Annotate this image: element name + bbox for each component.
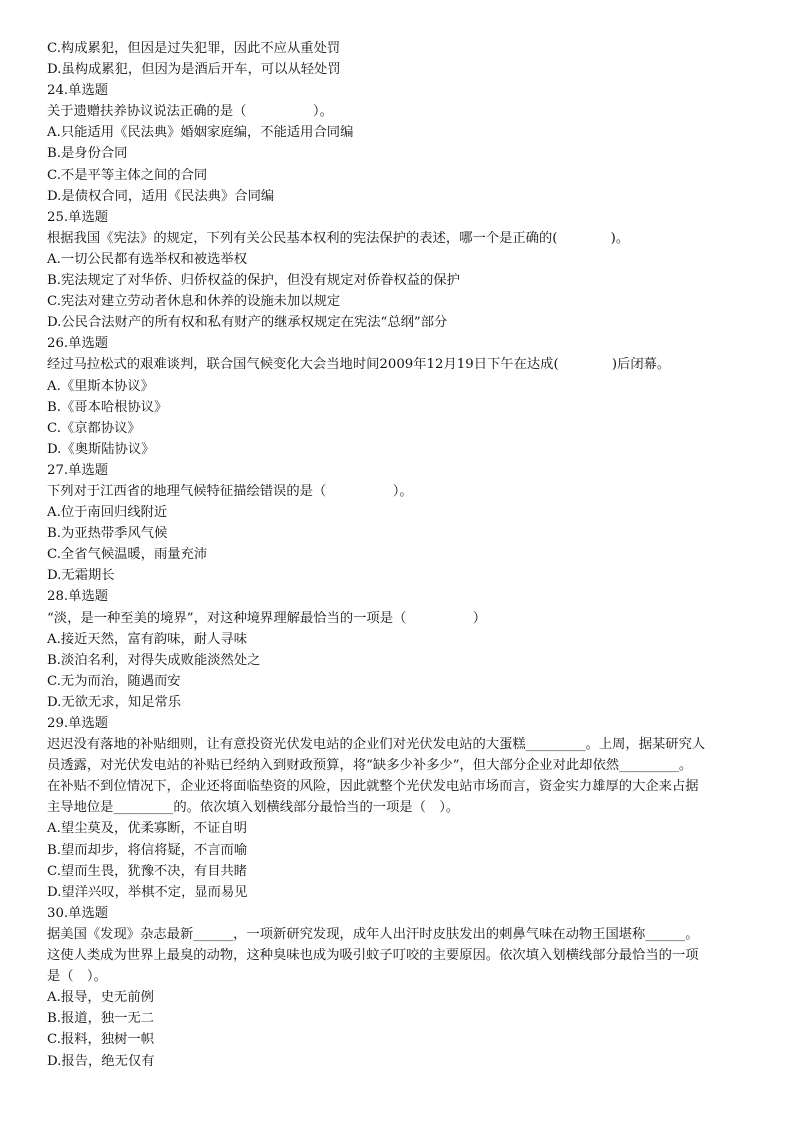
answer-option: B.淡泊名利，对得失成败能淡然处之 — [47, 652, 261, 668]
question-content — [47, 38, 757, 1072]
answer-option: D.是债权合同，适用《民法典》合同编 — [47, 188, 275, 204]
answer-option: B.是身份合同 — [47, 146, 128, 162]
answer-option: A.只能适用《民法典》婚姻家庭编，不能适用合同编 — [47, 125, 354, 141]
text-line: 主导地位是_________的。依次填入划横线部分最恰当的一项是（ ）。 — [47, 800, 460, 816]
text-line: 经过马拉松式的艰难谈判，联合国气候变化大会当地时间2009年12月19日下午在达成( )后闭幕。 — [47, 357, 671, 373]
text-line: 在补贴不到位情况下，企业还将面临垫资的风险，因此就整个光伏发电站市场而言，资金实力雄厚的大企来占据 — [47, 779, 699, 795]
answer-option: B.望而却步，将信将疑，不言而喻 — [47, 842, 248, 858]
answer-option: C.《京都协议》 — [47, 420, 141, 436]
answer-option: D.虽构成累犯，但因为是酒后开车，可以从轻处罚 — [47, 62, 341, 78]
text-line: 根据我国《宪法》的规定，下列有关公民基本权利的宪法保护的表述，哪一个是正确的( )。 — [47, 230, 630, 246]
text-line: 关于遗赠扶养协议说法正确的是（ ）。 — [47, 104, 333, 120]
question-type-label: 28.单选题 — [47, 589, 109, 605]
answer-option: C.宪法对建立劳动者休息和休养的设施未加以规定 — [47, 294, 341, 310]
question-type-label: 27.单选题 — [47, 462, 109, 478]
text-line: 员透露，对光伏发电站的补贴已经纳入到财政预算，将“缺多少补多少”，但大部分企业对此却依然_________。 — [47, 758, 693, 774]
answer-option: D.望洋兴叹，举棋不定，显而易见 — [47, 884, 248, 900]
answer-option: A.望尘莫及，优柔寡断，不证自明 — [47, 821, 247, 837]
answer-option: A.接近天然，富有韵味，耐人寻味 — [47, 631, 247, 647]
answer-option: C.无为而治，随遇而安 — [47, 673, 181, 689]
text-line: 迟迟没有落地的补贴细则，让有意投资光伏发电站的企业们对光伏发电站的大蛋糕_________。上周，据某研究人 — [47, 737, 706, 753]
answer-option: B.报道，独一无二 — [47, 1011, 155, 1027]
question-type-label: 25.单选题 — [47, 209, 109, 225]
text-line: 这使人类成为世界上最臭的动物，这种臭味也成为吸引蚊子叮咬的主要原因。依次填入划横线部分最恰当的一项 — [47, 948, 699, 964]
answer-option: B.宪法规定了对华侨、归侨权益的保护，但没有规定对侨眷权益的保护 — [47, 273, 460, 289]
answer-option: C.构成累犯，但因是过失犯罪，因此不应从重处罚 — [47, 41, 341, 56]
answer-option: D.报告，绝无仅有 — [47, 1053, 155, 1069]
answer-option: D.无欲无求，知足常乐 — [47, 694, 182, 710]
answer-option: D.《奥斯陆协议》 — [47, 441, 155, 457]
answer-option: A.《里斯本协议》 — [47, 378, 154, 394]
answer-option: C.不是平等主体之间的合同 — [47, 167, 208, 183]
question-type-label: 29.单选题 — [47, 716, 109, 731]
text-line: “淡，是一种至美的境界”，对这种境界理解最恰当的一项是（ ） — [47, 610, 487, 626]
answer-option: C.报料，独树一帜 — [47, 1032, 155, 1048]
answer-option: B.《哥本哈根协议》 — [47, 399, 168, 415]
answer-option: D.无霜期长 — [47, 568, 115, 584]
question-type-label: 24.单选题 — [47, 83, 109, 99]
answer-option: A.位于南回归线附近 — [47, 505, 168, 521]
answer-option: A.一切公民都有选举权和被选举权 — [47, 251, 247, 267]
question-type-label: 30.单选题 — [47, 905, 109, 921]
answer-option: D.公民合法财产的所有权和私有财产的继承权规定在宪法“总纲”部分 — [47, 315, 448, 331]
answer-option: C.望而生畏，犹豫不决，有目共睹 — [47, 863, 248, 879]
question-type-label: 26.单选题 — [47, 336, 109, 352]
text-line: 据美国《发现》杂志最新______，一项新研究发现，成年人出汗时皮肤发出的刺鼻气味在动物王国堪称______。 — [47, 926, 699, 942]
text-line: 下列对于江西省的地理气候特征描绘错误的是（ ）。 — [47, 483, 413, 499]
answer-option: C.全省气候温暖，雨量充沛 — [47, 547, 208, 563]
text-line: 是（ ）。 — [47, 969, 107, 985]
answer-option: A.报导，史无前例 — [47, 990, 154, 1006]
answer-option: B.为亚热带季风气候 — [47, 526, 168, 542]
